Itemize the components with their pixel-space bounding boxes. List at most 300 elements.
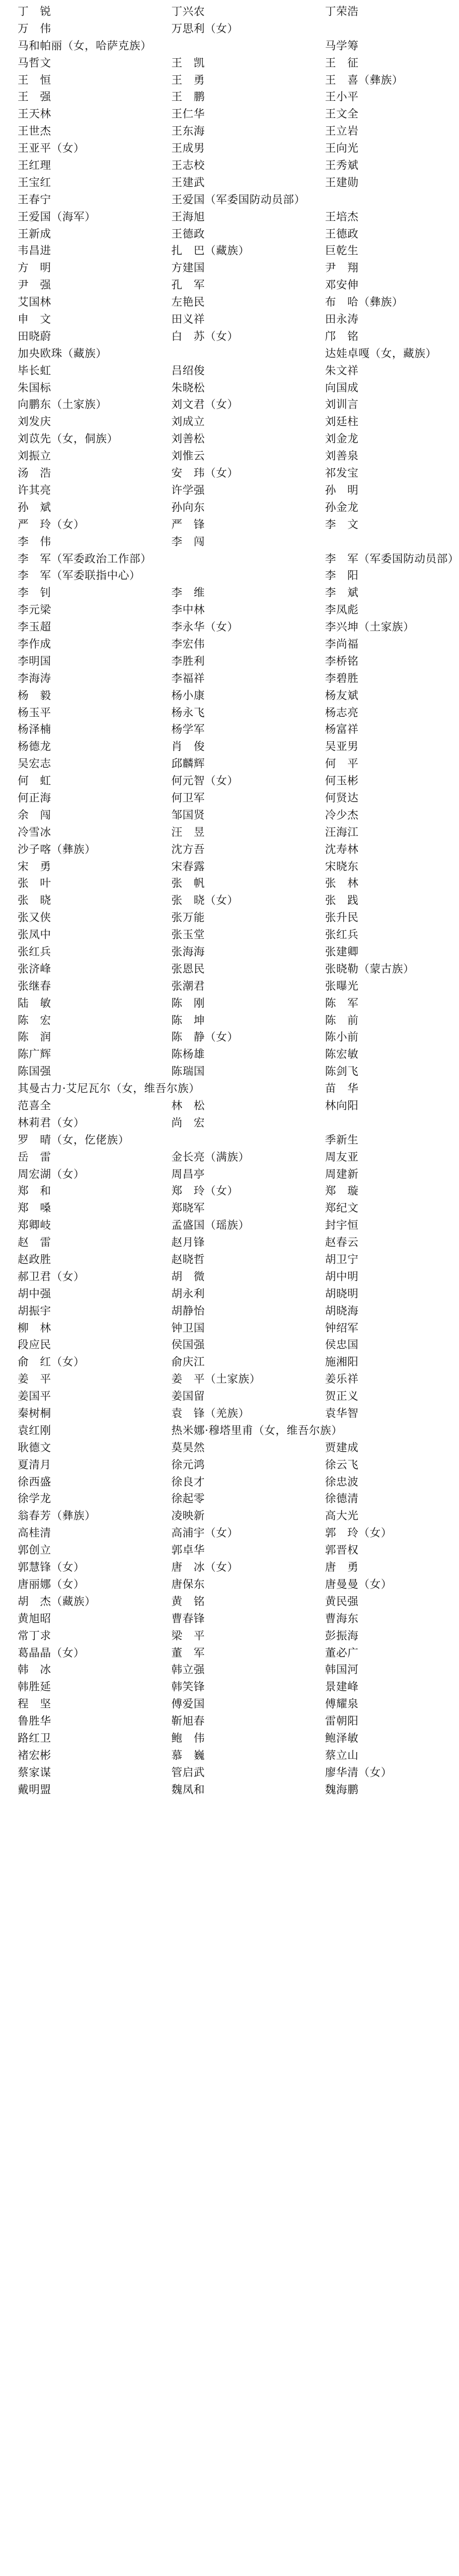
name-row: [0, 1285, 415, 1303]
name-entry: 王 强: [18, 90, 51, 103]
name-entry: 何卫军: [171, 791, 205, 804]
name-entry: 蔡家谋: [18, 1766, 51, 1779]
name-entry: 陈杨雄: [171, 1048, 205, 1061]
name-entry: 李 军（军委政治工作部）: [18, 552, 152, 565]
name-row: [0, 88, 415, 106]
name-entry: 张恩民: [171, 962, 205, 975]
name-entry: 姜 平: [18, 1373, 51, 1386]
name-row: [0, 790, 415, 807]
name-row: [0, 926, 415, 943]
name-entry: 郑卿岐: [18, 1219, 51, 1232]
name-entry: 周昌亭: [171, 1167, 205, 1180]
name-entry: 曹海东: [325, 1612, 359, 1625]
name-entry: 王新成: [18, 227, 51, 240]
name-entry: 沙子喀（彝族）: [18, 843, 96, 856]
name-entry: 路红卫: [18, 1731, 51, 1744]
name-row: [0, 396, 415, 413]
name-row: [0, 1524, 415, 1542]
name-entry: 袁华智: [325, 1407, 359, 1420]
name-entry: 唐 冰（女）: [171, 1561, 238, 1574]
name-entry: 陈 军: [325, 996, 359, 1009]
name-entry: 施湘阳: [325, 1356, 359, 1369]
name-entry: 李元梁: [18, 603, 51, 616]
name-entry: 张凤中: [18, 928, 51, 941]
name-entry: 王宝红: [18, 176, 51, 189]
name-row: [0, 653, 415, 670]
name-entry: 封宇恒: [325, 1219, 359, 1232]
name-row: [0, 1336, 415, 1353]
name-row: [0, 619, 415, 636]
name-row: [0, 1764, 415, 1781]
name-row: [0, 943, 415, 961]
name-entry: 王 鹏: [171, 90, 205, 103]
name-entry: 李凤彪: [325, 603, 359, 616]
name-row: [0, 1456, 415, 1474]
name-entry: 吴亚男: [325, 740, 359, 753]
name-row: [0, 1678, 415, 1696]
name-entry: 余 闯: [18, 808, 51, 821]
name-entry: 冷雪冰: [18, 825, 51, 838]
name-entry: 刘成立: [171, 415, 205, 428]
name-entry: 张继春: [18, 979, 51, 992]
name-row: [0, 961, 415, 978]
name-entry: 秦树桐: [18, 1407, 51, 1420]
name-entry: 李永华（女）: [171, 621, 238, 634]
name-entry: 赵春云: [325, 1236, 359, 1249]
name-entry: 李宏伟: [171, 637, 205, 650]
name-row: [0, 259, 415, 277]
name-entry: 李 维: [171, 586, 205, 599]
name-row: [0, 499, 415, 516]
name-entry: 王文全: [325, 108, 359, 121]
name-entry: 林莉君（女）: [18, 1116, 85, 1129]
name-row: [0, 465, 415, 482]
name-entry: 柳 林: [18, 1321, 51, 1334]
name-entry: 王 喜（彝族）: [325, 73, 403, 86]
name-entry: 胡 杰（藏族）: [18, 1595, 96, 1608]
name-entry: 严 玲（女）: [18, 518, 85, 531]
name-entry: 罗 晴（女，仡佬族）: [18, 1133, 129, 1146]
name-entry: 韩国河: [325, 1663, 359, 1676]
name-entry: 侯国强: [171, 1338, 205, 1351]
name-row: [0, 1063, 415, 1080]
name-entry: 刘训言: [325, 398, 359, 411]
name-entry: 王志校: [171, 159, 205, 172]
name-entry: 葛晶晶（女）: [18, 1646, 85, 1659]
name-entry: 王仁华: [171, 108, 205, 121]
name-entry: 张建卿: [325, 945, 359, 958]
name-entry: 刘发庆: [18, 415, 51, 428]
name-row: [0, 1405, 415, 1422]
name-entry: 张红兵: [18, 945, 51, 958]
name-entry: 黄旭昭: [18, 1612, 51, 1625]
name-entry: 程 坚: [18, 1698, 51, 1711]
name-entry: 陆 敏: [18, 996, 51, 1009]
name-row: [0, 1217, 415, 1234]
name-entry: 朱晓松: [171, 381, 205, 394]
name-entry: 向国成: [325, 381, 359, 394]
name-row: [0, 482, 415, 499]
name-entry: 何 平: [325, 757, 359, 770]
name-entry: 邱麟辉: [171, 757, 205, 770]
name-row: [0, 55, 415, 72]
name-entry: 姜国留: [171, 1390, 205, 1403]
name-row: [0, 277, 415, 294]
name-entry: 王东海: [171, 125, 205, 138]
name-entry: 陈 宏: [18, 1014, 51, 1027]
name-row: [0, 208, 415, 226]
name-entry: 王德政: [325, 227, 359, 240]
name-entry: 刘善松: [171, 432, 205, 445]
name-entry: 王春宁: [18, 193, 51, 206]
name-row: [0, 1696, 415, 1713]
name-row: [0, 995, 415, 1012]
name-entry: 加央欧珠（藏族）: [18, 347, 107, 360]
name-entry: 宋 勇: [18, 860, 51, 873]
name-entry: 雷朝阳: [325, 1715, 359, 1728]
name-entry: 王红理: [18, 159, 51, 172]
name-entry: 陈 静（女）: [171, 1031, 238, 1044]
name-entry: 李 钊: [18, 586, 51, 599]
name-entry: 宋晓东: [325, 860, 359, 873]
name-row: [0, 157, 415, 174]
name-entry: 鲍泽敏: [325, 1731, 359, 1744]
name-row: [0, 242, 415, 259]
name-entry: 赵 雷: [18, 1236, 51, 1249]
name-row: [0, 1645, 415, 1662]
name-entry: 高大光: [325, 1509, 359, 1522]
name-entry: 王 凯: [171, 56, 205, 69]
name-entry: 徐西盛: [18, 1475, 51, 1488]
name-row: [0, 1251, 415, 1268]
name-row: [0, 1559, 415, 1576]
name-entry: 朱国标: [18, 381, 51, 394]
name-entry: 王爱国（海军）: [18, 210, 96, 223]
name-row: [0, 3, 415, 20]
name-entry: 李 伟: [18, 535, 51, 548]
name-row: [0, 1388, 415, 1405]
name-entry: 徐云飞: [325, 1458, 359, 1471]
name-entry: 胡卫宁: [325, 1253, 359, 1266]
name-row: [0, 824, 415, 841]
name-entry: 丁荣浩: [325, 5, 359, 18]
name-entry: 邹国贤: [171, 808, 205, 821]
name-entry: 胡中明: [325, 1270, 359, 1283]
name-row: [0, 670, 415, 687]
name-row: [0, 584, 415, 601]
name-entry: 赵月锋: [171, 1236, 205, 1249]
name-entry: 胡永利: [171, 1287, 205, 1300]
name-entry: 郑晓军: [171, 1202, 205, 1215]
name-row: [0, 636, 415, 653]
name-entry: 扎 巴（藏族）: [171, 244, 250, 257]
name-entry: 徐起零: [171, 1492, 205, 1505]
name-entry: 陈国强: [18, 1065, 51, 1078]
name-entry: 尹 翔: [325, 261, 359, 274]
name-entry: 郑 璇: [325, 1185, 359, 1198]
name-row: [0, 1149, 415, 1166]
name-entry: 孙 明: [325, 483, 359, 496]
name-entry: 刘善泉: [325, 450, 359, 463]
name-entry: 其曼古力·艾尼瓦尔（女，维吾尔族）: [18, 1082, 200, 1095]
name-entry: 王小平: [325, 90, 359, 103]
name-entry: 林 松: [171, 1099, 205, 1112]
name-row: [0, 909, 415, 926]
name-entry: 沈方吾: [171, 843, 205, 856]
name-entry: 曹春锋: [171, 1612, 205, 1625]
name-entry: 徐德清: [325, 1492, 359, 1505]
name-row: [0, 1713, 415, 1730]
name-row: [0, 1114, 415, 1132]
name-row: [0, 448, 415, 465]
name-entry: 艾国林: [18, 296, 51, 309]
name-entry: 马哲文: [18, 56, 51, 69]
name-entry: 王天林: [18, 108, 51, 121]
name-entry: 王成男: [171, 142, 205, 155]
name-entry: 慕 巍: [171, 1749, 205, 1762]
name-row: [0, 721, 415, 738]
name-entry: 热米娜·穆塔里甫（女，维吾尔族）: [171, 1424, 343, 1437]
name-row: [0, 1507, 415, 1524]
name-entry: 季新生: [325, 1133, 359, 1146]
name-row: [0, 755, 415, 772]
name-row: [0, 1576, 415, 1593]
name-entry: 周友亚: [325, 1150, 359, 1163]
name-entry: 杨学军: [171, 723, 205, 736]
name-entry: 王 勇: [171, 73, 205, 86]
name-entry: 段应民: [18, 1338, 51, 1351]
name-entry: 姜乐祥: [325, 1373, 359, 1386]
name-row: [0, 807, 415, 824]
name-row: [0, 704, 415, 721]
name-entry: 金长亮（满族）: [171, 1150, 250, 1163]
name-entry: 俞庆江: [171, 1356, 205, 1369]
name-entry: 黄民强: [325, 1595, 359, 1608]
name-entry: 王向光: [325, 142, 359, 155]
name-entry: 朱文祥: [325, 364, 359, 377]
name-entry: 赵晓哲: [171, 1253, 205, 1266]
name-entry: 鲍 伟: [171, 1731, 205, 1744]
name-row: [0, 1542, 415, 1559]
name-entry: 孙 斌: [18, 501, 51, 514]
name-row: [0, 1593, 415, 1610]
name-entry: 贺正义: [325, 1390, 359, 1403]
name-entry: 汤 浩: [18, 467, 51, 480]
name-entry: 何 虹: [18, 774, 51, 787]
name-entry: 白 苏（女）: [171, 330, 238, 343]
name-entry: 张曝光: [325, 979, 359, 992]
name-entry: 王爱国（军委国防动员部）: [171, 193, 305, 206]
name-entry: 唐 勇: [325, 1561, 359, 1574]
name-entry: 巨乾生: [325, 244, 359, 257]
name-entry: 杨友斌: [325, 689, 359, 702]
name-row: [0, 738, 415, 755]
name-entry: 王 恒: [18, 73, 51, 86]
name-entry: 胡振宇: [18, 1304, 51, 1317]
name-row: [0, 362, 415, 379]
name-entry: 陈 润: [18, 1031, 51, 1044]
name-entry: 方 明: [18, 261, 51, 274]
name-entry: 田永涛: [325, 313, 359, 326]
name-entry: 万思利（女）: [171, 22, 238, 35]
name-entry: 刘文君（女）: [171, 398, 238, 411]
name-row: [0, 191, 415, 208]
name-entry: 岳 雷: [18, 1150, 51, 1163]
name-entry: 王建武: [171, 176, 205, 189]
name-entry: 林向阳: [325, 1099, 359, 1112]
name-row: [0, 226, 415, 243]
name-entry: 徐良才: [171, 1475, 205, 1488]
name-row: [0, 1303, 415, 1320]
name-entry: 杨玉平: [18, 706, 51, 719]
name-entry: 李碧胜: [325, 672, 359, 685]
name-entry: 田义祥: [171, 313, 205, 326]
name-entry: 左艳民: [171, 296, 205, 309]
name-row: [0, 1012, 415, 1029]
name-entry: 贾建成: [325, 1441, 359, 1454]
name-entry: 凌映新: [171, 1509, 205, 1522]
name-entry: 郑 和: [18, 1185, 51, 1198]
name-entry: 耿德文: [18, 1441, 51, 1454]
name-entry: 张济峰: [18, 962, 51, 975]
name-row: [0, 1080, 415, 1097]
name-entry: 韦昌进: [18, 244, 51, 257]
name-entry: 张海海: [171, 945, 205, 958]
name-entry: 张万能: [171, 911, 205, 924]
name-entry: 张 林: [325, 877, 359, 890]
name-row: [0, 533, 415, 550]
name-entry: 姜 平（土家族）: [171, 1373, 261, 1386]
name-entry: 郭晋权: [325, 1544, 359, 1557]
name-entry: 郭创立: [18, 1544, 51, 1557]
name-entry: 刘振立: [18, 450, 51, 463]
name-row: [0, 1610, 415, 1627]
name-entry: 张升民: [325, 911, 359, 924]
name-entry: 张晓勒（蒙古族）: [325, 962, 414, 975]
name-entry: 毕长虹: [18, 364, 51, 377]
name-entry: 韩胜延: [18, 1680, 51, 1693]
name-entry: 万 伟: [18, 22, 51, 35]
name-entry: 何贤达: [325, 791, 359, 804]
name-entry: 彭振海: [325, 1629, 359, 1642]
name-entry: 杨小康: [171, 689, 205, 702]
name-entry: 尹 强: [18, 279, 51, 292]
name-entry: 李兴坤（土家族）: [325, 621, 414, 634]
name-entry: 郭卓华: [171, 1544, 205, 1557]
name-entry: 王德政: [171, 227, 205, 240]
name-entry: 王海旭: [171, 210, 205, 223]
name-entry: 董 军: [171, 1646, 205, 1659]
name-entry: 周建新: [325, 1167, 359, 1180]
name-entry: 孙金龙: [325, 501, 359, 514]
name-entry: 何正海: [18, 791, 51, 804]
name-entry: 陈宏敏: [325, 1048, 359, 1061]
name-entry: 丁兴农: [171, 5, 205, 18]
name-entry: 常丁求: [18, 1629, 51, 1642]
name-row: [0, 1490, 415, 1507]
name-entry: 郝卫君（女）: [18, 1270, 85, 1283]
name-entry: 董必广: [325, 1646, 359, 1659]
name-entry: 李玉超: [18, 621, 51, 634]
name-entry: 刘金龙: [325, 432, 359, 445]
name-entry: 布 哈（彝族）: [325, 296, 403, 309]
name-entry: 胡晓海: [325, 1304, 359, 1317]
name-entry: 胡中强: [18, 1287, 51, 1300]
name-entry: 孙向东: [171, 501, 205, 514]
name-row: [0, 1439, 415, 1456]
name-row: [0, 1097, 415, 1114]
name-entry: 马学筹: [325, 39, 359, 52]
name-row: [0, 20, 415, 37]
name-entry: 袁 锋（羌族）: [171, 1407, 250, 1420]
name-entry: 胡静怡: [171, 1304, 205, 1317]
name-entry: 丁 锐: [18, 5, 51, 18]
name-entry: 蔡立山: [325, 1749, 359, 1762]
name-entry: 张又侠: [18, 911, 51, 924]
name-entry: 韩立强: [171, 1663, 205, 1676]
name-row: [0, 72, 415, 89]
name-entry: 杨富祥: [325, 723, 359, 736]
name-entry: 廖华清（女）: [325, 1766, 392, 1779]
name-row: [0, 379, 415, 397]
name-entry: 陈瑞国: [171, 1065, 205, 1078]
name-entry: 张 叶: [18, 877, 51, 890]
name-row: [0, 1268, 415, 1285]
name-row: [0, 1166, 415, 1183]
name-row: [0, 345, 437, 362]
name-entry: 苗 华: [325, 1082, 359, 1095]
name-entry: 郭 玲（女）: [325, 1527, 392, 1540]
name-entry: 魏凤和: [171, 1783, 205, 1796]
name-entry: 达娃卓嘎（女，藏族）: [325, 347, 437, 360]
name-entry: 韩 冰: [18, 1663, 51, 1676]
name-entry: 李 闯: [171, 535, 205, 548]
name-entry: 杨德龙: [18, 740, 51, 753]
name-entry: 吴宏志: [18, 757, 51, 770]
name-entry: 李 阳: [325, 569, 359, 582]
name-entry: 李福祥: [171, 672, 205, 685]
name-entry: 何元智（女）: [171, 774, 238, 787]
name-entry: 杨泽楠: [18, 723, 51, 736]
name-entry: 陈小前: [325, 1031, 359, 1044]
name-entry: 何玉彬: [325, 774, 359, 787]
name-row: [0, 123, 415, 140]
name-entry: 赵政胜: [18, 1253, 51, 1266]
name-entry: 鲁胜华: [18, 1715, 51, 1728]
name-entry: 陈 前: [325, 1014, 359, 1027]
name-entry: 袁红刚: [18, 1424, 51, 1437]
name-entry: 王世杰: [18, 125, 51, 138]
name-row: [0, 1182, 415, 1200]
name-entry: 郑 嗓: [18, 1202, 51, 1215]
name-row: [0, 140, 415, 157]
name-entry: 王亚平（女）: [18, 142, 85, 155]
name-entry: 尚 宏: [171, 1116, 205, 1129]
name-entry: 邓安伸: [325, 279, 359, 292]
name-entry: 孔 军: [171, 279, 205, 292]
name-entry: 俞 红（女）: [18, 1356, 85, 1369]
name-entry: 王 征: [325, 56, 359, 69]
name-entry: 陈广辉: [18, 1048, 51, 1061]
name-entry: 黄 铭: [171, 1595, 205, 1608]
name-entry: 梁 平: [171, 1629, 205, 1642]
name-row: [0, 1747, 415, 1764]
name-entry: 李桥铭: [325, 654, 359, 667]
name-entry: 李胜利: [171, 654, 205, 667]
name-entry: 李 军（军委国防动员部）: [325, 552, 459, 565]
name-row: [0, 1029, 415, 1046]
name-entry: 许学强: [171, 483, 205, 496]
